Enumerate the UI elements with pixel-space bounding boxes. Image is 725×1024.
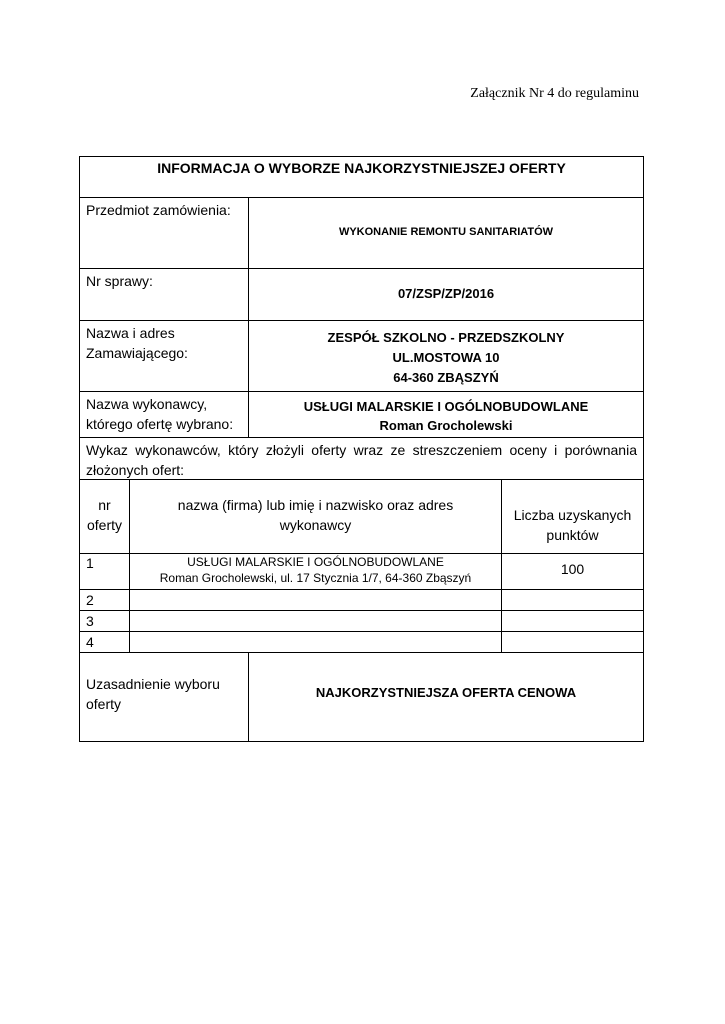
offer-name — [130, 590, 502, 610]
case-number-value: 07/ZSP/ZP/2016 — [397, 286, 495, 301]
offer-company: USŁUGI MALARSKIE I OGÓLNOBUDOWLANE — [187, 555, 444, 569]
offer-number-header-line2: oferty — [86, 517, 122, 533]
orderer-city: 64-360 ZBĄSZYŃ — [393, 370, 499, 385]
contractor-company: USŁUGI MALARSKIE I OGÓLNOBUDOWLANE — [303, 399, 589, 414]
case-number-row — [80, 269, 643, 321]
orderer-street: UL.MOSTOWA 10 — [392, 350, 500, 365]
offer-number-header-line1: nr — [98, 497, 111, 513]
offer-number: 1 — [80, 554, 130, 589]
offer-name — [130, 611, 502, 631]
justification-label — [80, 653, 249, 741]
offer-name-header: nazwa (firma) lub imię i nazwisko oraz adres wykonawcy — [130, 480, 502, 553]
offers-list-intro: Wykaz wykonawców, który złożyli oferty wraz ze streszczeniem oceny i porównania złożonych ofert: — [86, 442, 637, 478]
offer-number: 3 — [80, 611, 130, 631]
case-number-label: Nr sprawy: — [80, 269, 249, 320]
offer-number: 2 — [80, 590, 130, 610]
orderer-row — [80, 321, 643, 392]
orderer-label-line2: Zamawiającego: — [86, 345, 188, 361]
justification-label-line2: oferty — [86, 696, 122, 712]
justification-label-line1: Uzasadnienie wyboru — [86, 676, 220, 692]
orderer-label-line1: Nazwa i adres — [86, 325, 175, 341]
orderer-value — [249, 321, 643, 391]
offer-number: 4 — [80, 632, 130, 652]
offer-address: Roman Grocholewski, ul. 17 Stycznia 1/7, 64-360 Zbąszyń — [159, 571, 472, 585]
justification-value: NAJKORZYSTNIEJSZA OFERTA CENOWA — [315, 685, 577, 700]
orderer-label — [80, 321, 249, 391]
subject-row — [80, 198, 643, 269]
subject-label: Przedmiot zamówienia: — [80, 198, 249, 268]
justification-row — [80, 653, 643, 741]
form-title — [80, 157, 643, 198]
offer-points-header: Liczba uzyskanych punktów — [513, 507, 632, 543]
offer-row — [80, 611, 643, 632]
subject-value: WYKONANIE REMONTU SANITARIATÓW — [338, 226, 554, 238]
offers-list-intro-row — [80, 438, 643, 480]
offer-row — [80, 554, 643, 590]
offer-points — [502, 632, 643, 652]
offer-row — [80, 632, 643, 653]
offer-name — [130, 554, 502, 589]
orderer-name: ZESPÓŁ SZKOLNO - PRZEDSZKOLNY — [327, 330, 565, 345]
offer-name — [130, 632, 502, 652]
offer-points — [502, 611, 643, 631]
offers-header-row — [80, 480, 643, 554]
offer-number-header — [80, 480, 130, 553]
contractor-person: Roman Grocholewski — [379, 418, 513, 433]
offer-points: 100 — [560, 561, 585, 577]
contractor-label — [80, 392, 249, 437]
offer-row — [80, 590, 643, 611]
contractor-value — [249, 392, 643, 437]
form-title-text: INFORMACJA O WYBORZE NAJKORZYSTNIEJSZEJ OFERTY — [157, 160, 566, 176]
contractor-row — [80, 392, 643, 438]
contractor-label-line2: którego ofertę wybrano: — [86, 416, 234, 432]
annex-note: Załącznik Nr 4 do regulaminu — [470, 86, 639, 101]
contractor-label-line1: Nazwa wykonawcy, — [86, 396, 208, 412]
offer-points — [502, 590, 643, 610]
selection-form-table — [79, 156, 644, 742]
